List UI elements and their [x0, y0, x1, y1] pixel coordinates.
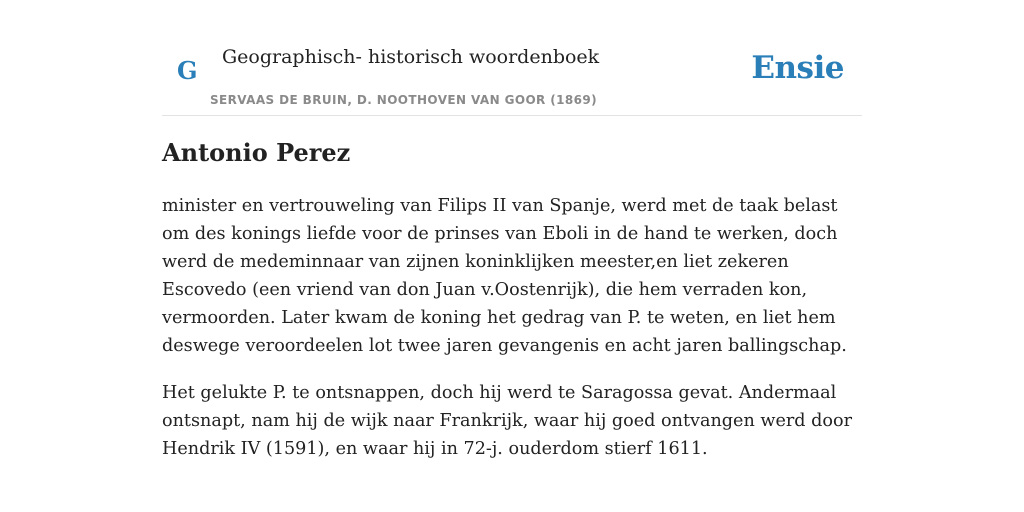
book-authors: SERVAAS DE BRUIN, D. NOOTHOVEN VAN GOOR (1869) — [210, 93, 598, 107]
book-header — [162, 40, 862, 116]
ensie-logo-link[interactable]: Ensie — [751, 50, 844, 86]
book-title[interactable]: Geographisch- historisch woordenboek — [222, 46, 600, 68]
entry-paragraph: Het gelukte P. te ontsnappen, doch hij werd te Saragossa gevat. Andermaal ontsnapt, nam hij de wijk naar Frankrijk, waar hij goed ontvangen werd door Hendrik IV (1591), en waar hij in 72-j. ouderdom stierf 1611. — [162, 383, 852, 459]
book-letter-icon: G — [177, 56, 198, 85]
entry-paragraph: minister en vertrouweling van Filips II van Spanje, werd met de taak belast om des konings liefde voor de prinses van Eboli in de hand te werken, doch werd de medeminnaar van zijnen koninklijken meester,en liet zekeren Escovedo (een vriend van don Juan v.Oostenrijk), die hem verraden kon, vermoorden. Later kwam de koning het gedrag van P. te weten, en liet hem deswege veroordeelen lot twee jaren gevangenis en acht jaren ballingschap. — [162, 196, 847, 356]
entry-title: Antonio Perez — [162, 138, 351, 167]
entry-body — [162, 192, 868, 482]
